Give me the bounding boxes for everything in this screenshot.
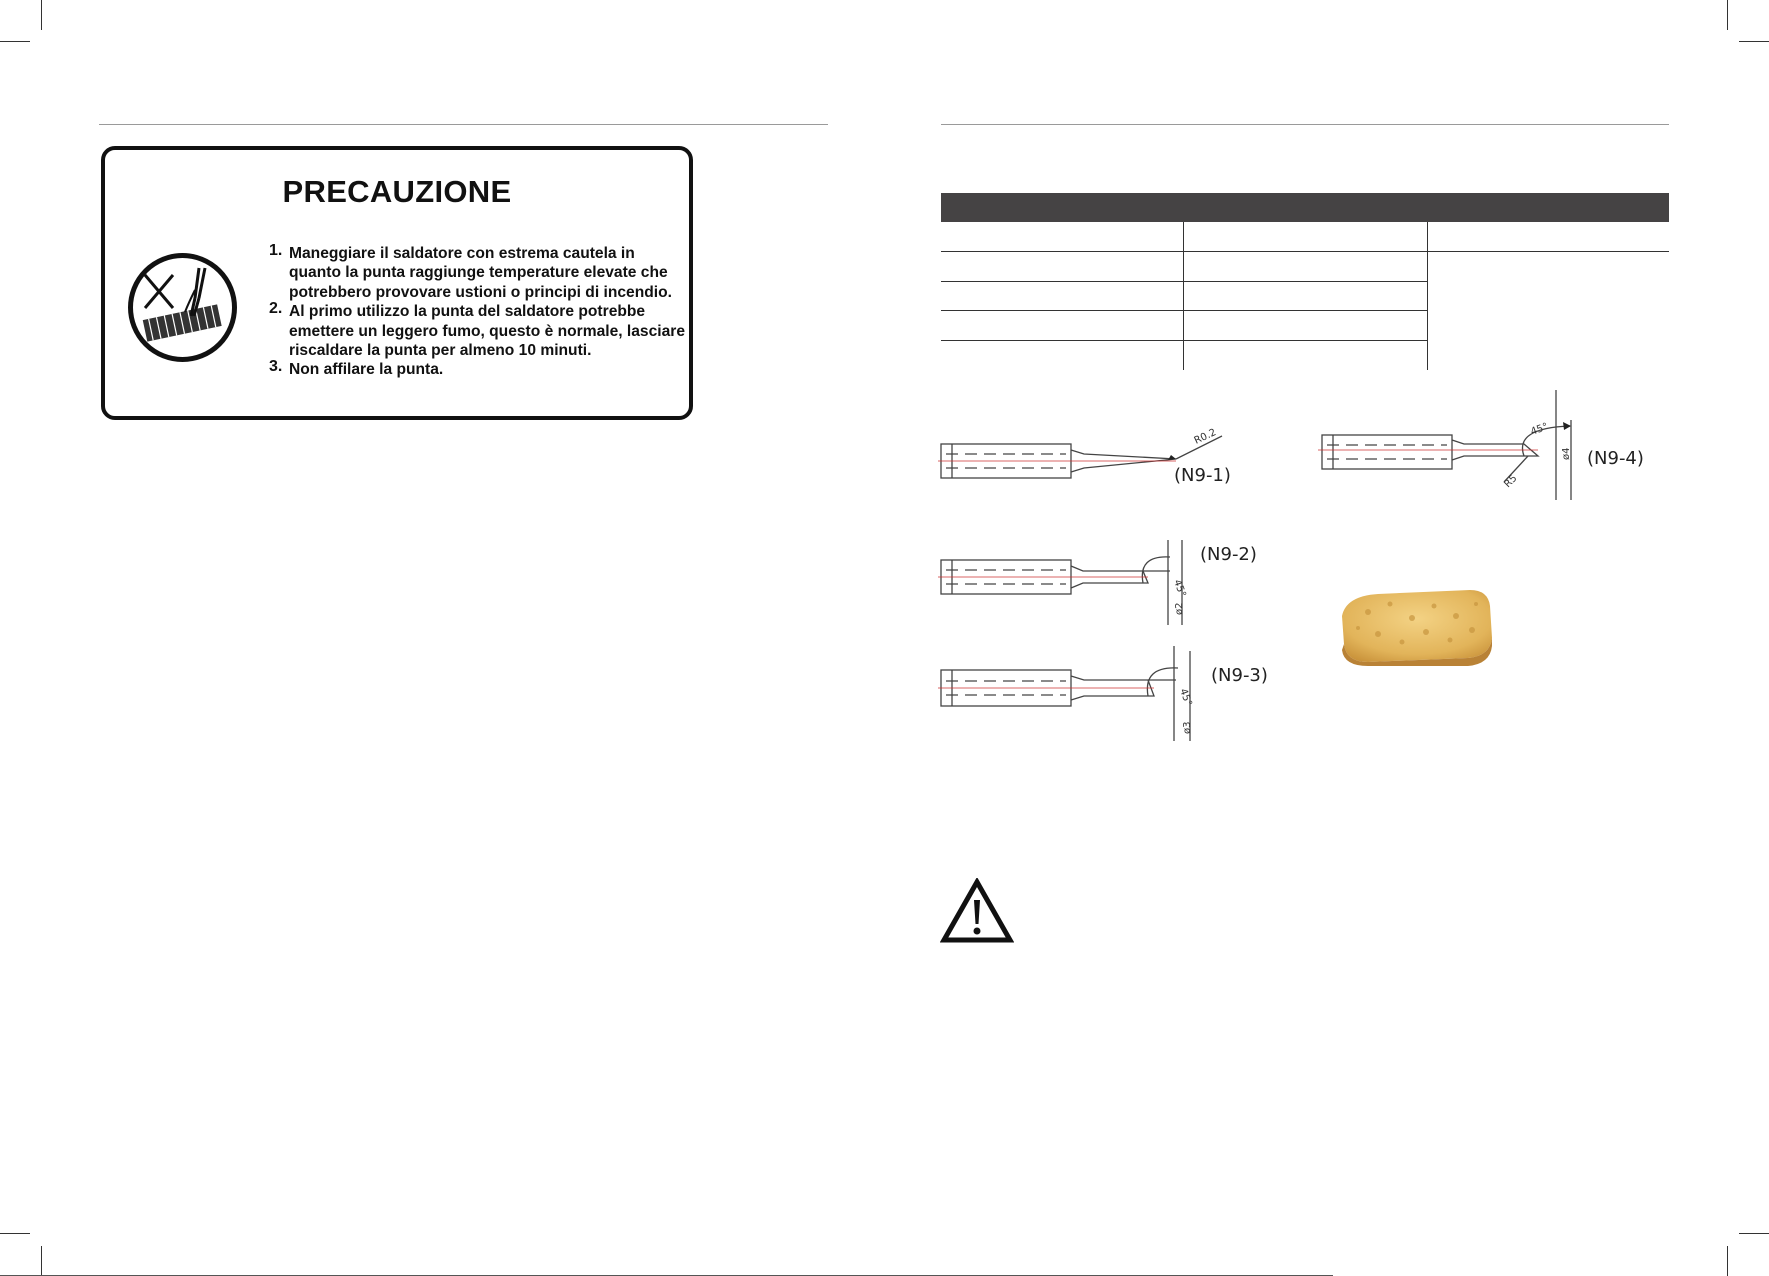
table-rule <box>941 340 1427 341</box>
tip-dimension: ø4 <box>1561 447 1572 460</box>
tip-label-n9-3: (N9-3) <box>1211 665 1268 686</box>
caution-title: PRECAUZIONE <box>282 174 512 209</box>
table-header <box>941 193 1669 222</box>
tip-dimension: R0.2 <box>1192 427 1218 447</box>
no-sharpening-icon <box>125 250 240 365</box>
tip-angle: 45° <box>1529 421 1550 438</box>
caution-item: 2. Al primo utilizzo la punta del saldatore potrebbe emettere un leggero fumo, questo è normale, lasciare riscaldare la punta per almeno 10 minuti. <box>269 300 686 360</box>
caution-list <box>269 244 689 380</box>
table-rule <box>941 281 1427 282</box>
crop-mark <box>0 1233 30 1234</box>
crop-mark <box>1739 41 1769 42</box>
tip-drawing-n9-3 <box>938 646 1213 741</box>
caution-box <box>101 146 693 420</box>
tip-dimension: ø3 <box>1182 721 1193 734</box>
crop-mark <box>1727 0 1728 30</box>
crop-mark <box>0 41 30 42</box>
table-rule <box>941 251 1669 252</box>
right-page-rule <box>941 124 1669 125</box>
left-page-rule <box>99 124 828 125</box>
sponge-image <box>1338 582 1496 666</box>
table-rule <box>941 310 1427 311</box>
tip-drawing-n9-4 <box>1318 390 1588 505</box>
tip-radius: R5 <box>1502 472 1520 491</box>
crop-mark <box>1727 1246 1728 1276</box>
caution-item: 3. Non affilare la punta. <box>269 358 444 379</box>
crop-mark <box>41 1246 42 1276</box>
tip-angle: 45° <box>1177 687 1194 708</box>
table-divider <box>1427 222 1428 370</box>
tip-drawing-n9-1 <box>938 418 1238 498</box>
table-divider <box>1183 222 1184 370</box>
tip-drawing-n9-2 <box>938 535 1208 625</box>
tip-label-n9-2: (N9-2) <box>1200 544 1257 565</box>
crop-mark <box>41 0 42 30</box>
tip-label-n9-1: (N9-1) <box>1174 465 1231 486</box>
crop-mark <box>1739 1233 1769 1234</box>
tip-angle: 45° <box>1171 578 1188 599</box>
caution-item: 1. Maneggiare il saldatore con estrema cautela in quanto la punta raggiunge temperature elevate che potrebbero provovare ustioni o principi di incendio. <box>269 242 672 301</box>
tip-label-n9-4: (N9-4) <box>1587 448 1644 469</box>
tip-dimension: ø2 <box>1174 602 1185 615</box>
warning-triangle-icon <box>940 878 1014 944</box>
